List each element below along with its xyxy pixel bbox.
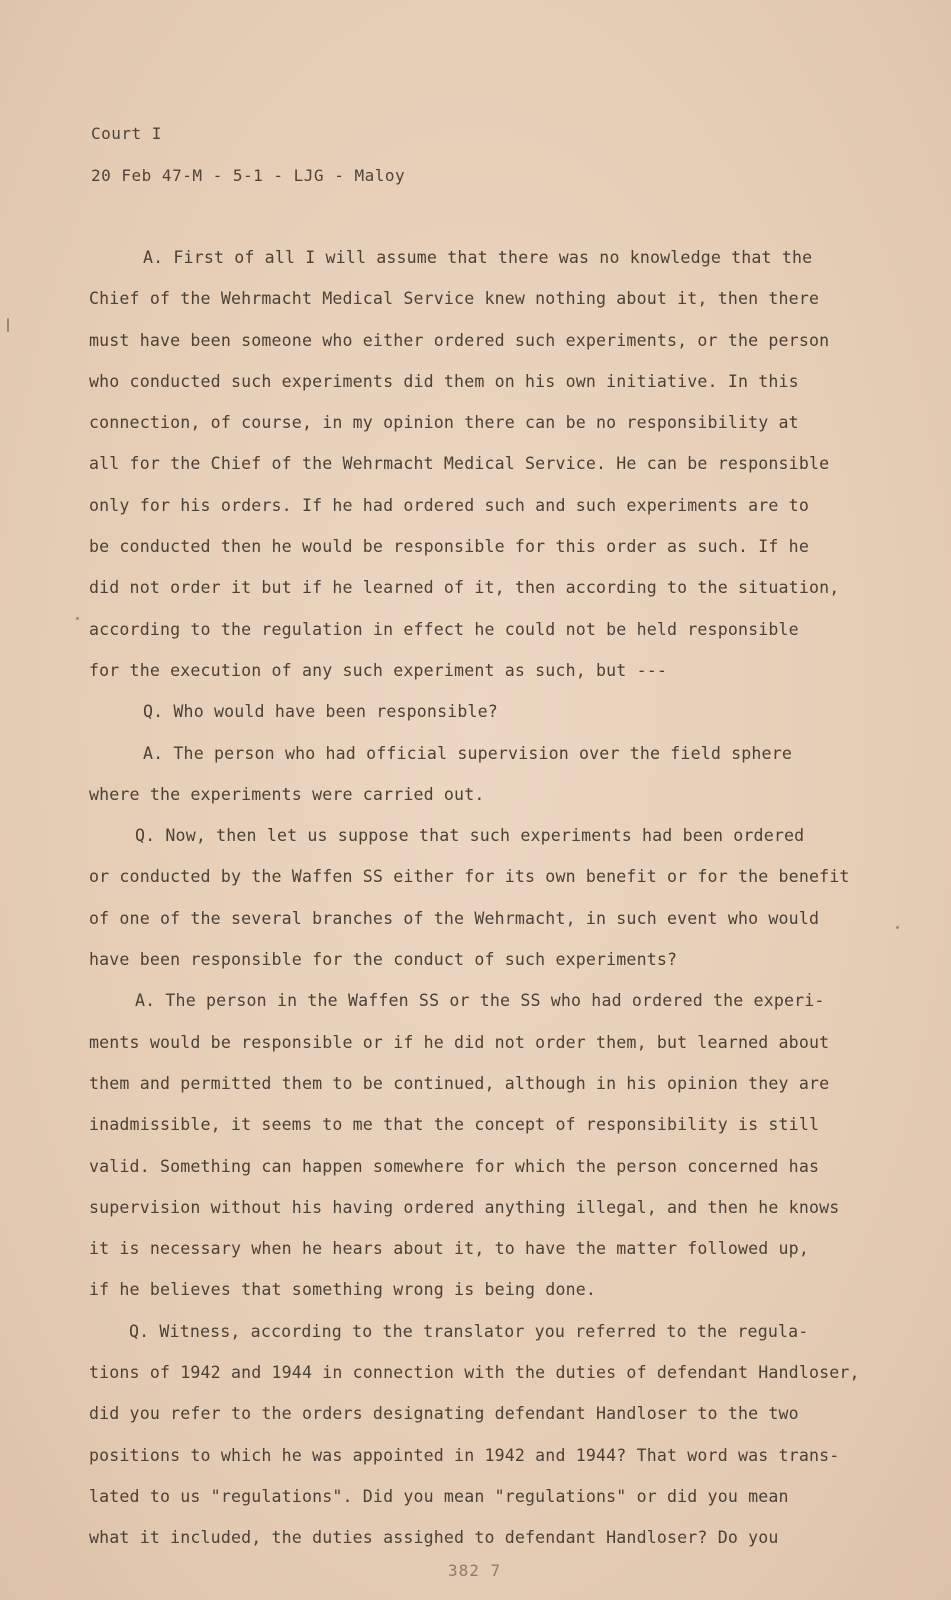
ink-speck bbox=[7, 318, 9, 332]
transcript-line: Q. Who would have been responsible? bbox=[143, 702, 498, 722]
transcript-line: supervision without his having ordered anything illegal, and then he knows bbox=[89, 1197, 840, 1217]
transcript-line: if he believes that something wrong is being done. bbox=[89, 1280, 597, 1300]
transcript-line: connection, of course, in my opinion there can be no responsibility at bbox=[89, 413, 799, 433]
transcript-line: what it included, the duties assighed to defendant Handloser? Do you bbox=[89, 1528, 779, 1548]
transcript-line: be conducted then he would be responsible for this order as such. If he bbox=[89, 537, 809, 557]
transcript-line: only for his orders. If he had ordered such and such experiments are to bbox=[89, 495, 809, 515]
transcript-line: positions to which he was appointed in 1942 and 1944? That word was trans- bbox=[89, 1445, 840, 1465]
transcript-line: where the experiments were carried out. bbox=[89, 784, 485, 804]
transcript-line: it is necessary when he hears about it, to have the matter followed up, bbox=[89, 1239, 809, 1259]
transcript-line: Q. Now, then let us suppose that such experiments had been ordered bbox=[135, 826, 805, 846]
transcript-line: tions of 1942 and 1944 in connection with the duties of defendant Handloser, bbox=[89, 1363, 860, 1383]
court-label: Court I bbox=[91, 124, 162, 143]
transcript-line: inadmissible, it seems to me that the concept of responsibility is still bbox=[89, 1115, 820, 1135]
transcript-line: ments would be responsible or if he did not order them, but learned about bbox=[89, 1032, 830, 1052]
transcript-line: valid. Something can happen somewhere for which the person concerned has bbox=[89, 1156, 820, 1176]
transcript-line: A. The person who had official supervision over the field sphere bbox=[143, 743, 792, 763]
date-line: 20 Feb 47-M - 5-1 - LJG - Maloy bbox=[91, 166, 406, 185]
ink-speck bbox=[896, 926, 899, 929]
transcript-line: have been responsible for the conduct of such experiments? bbox=[89, 950, 678, 970]
transcript-line: according to the regulation in effect he could not be held responsible bbox=[89, 619, 799, 639]
transcript-line: or conducted by the Waffen SS either for its own benefit or for the benefit bbox=[89, 867, 850, 887]
transcript-line: for the execution of any such experiment as such, but --- bbox=[89, 660, 667, 680]
transcript-body bbox=[89, 248, 859, 1570]
page-number: 382 7 bbox=[448, 1561, 502, 1580]
transcript-line: must have been someone who either ordered such experiments, or the person bbox=[89, 330, 830, 350]
transcript-line: of one of the several branches of the Wehrmacht, in such event who would bbox=[89, 908, 820, 928]
transcript-line: Q. Witness, according to the translator you referred to the regula- bbox=[129, 1321, 809, 1341]
transcript-line: them and permitted them to be continued, although in his opinion they are bbox=[89, 1073, 830, 1093]
transcript-line: who conducted such experiments did them on his own initiative. In this bbox=[89, 371, 799, 391]
transcript-line: did you refer to the orders designating defendant Handloser to the two bbox=[89, 1404, 799, 1424]
ink-speck bbox=[76, 617, 79, 620]
transcript-line: A. The person in the Waffen SS or the SS who had ordered the experi- bbox=[135, 991, 825, 1011]
transcript-line: all for the Chief of the Wehrmacht Medical Service. He can be responsible bbox=[89, 454, 830, 474]
transcript-line: A. First of all I will assume that there was no knowledge that the bbox=[143, 248, 813, 267]
transcript-line: Chief of the Wehrmacht Medical Service knew nothing about it, then there bbox=[89, 289, 820, 309]
transcript-line: did not order it but if he learned of it, then according to the situation, bbox=[89, 578, 840, 598]
transcript-line: lated to us "regulations". Did you mean "regulations" or did you mean bbox=[89, 1486, 789, 1506]
